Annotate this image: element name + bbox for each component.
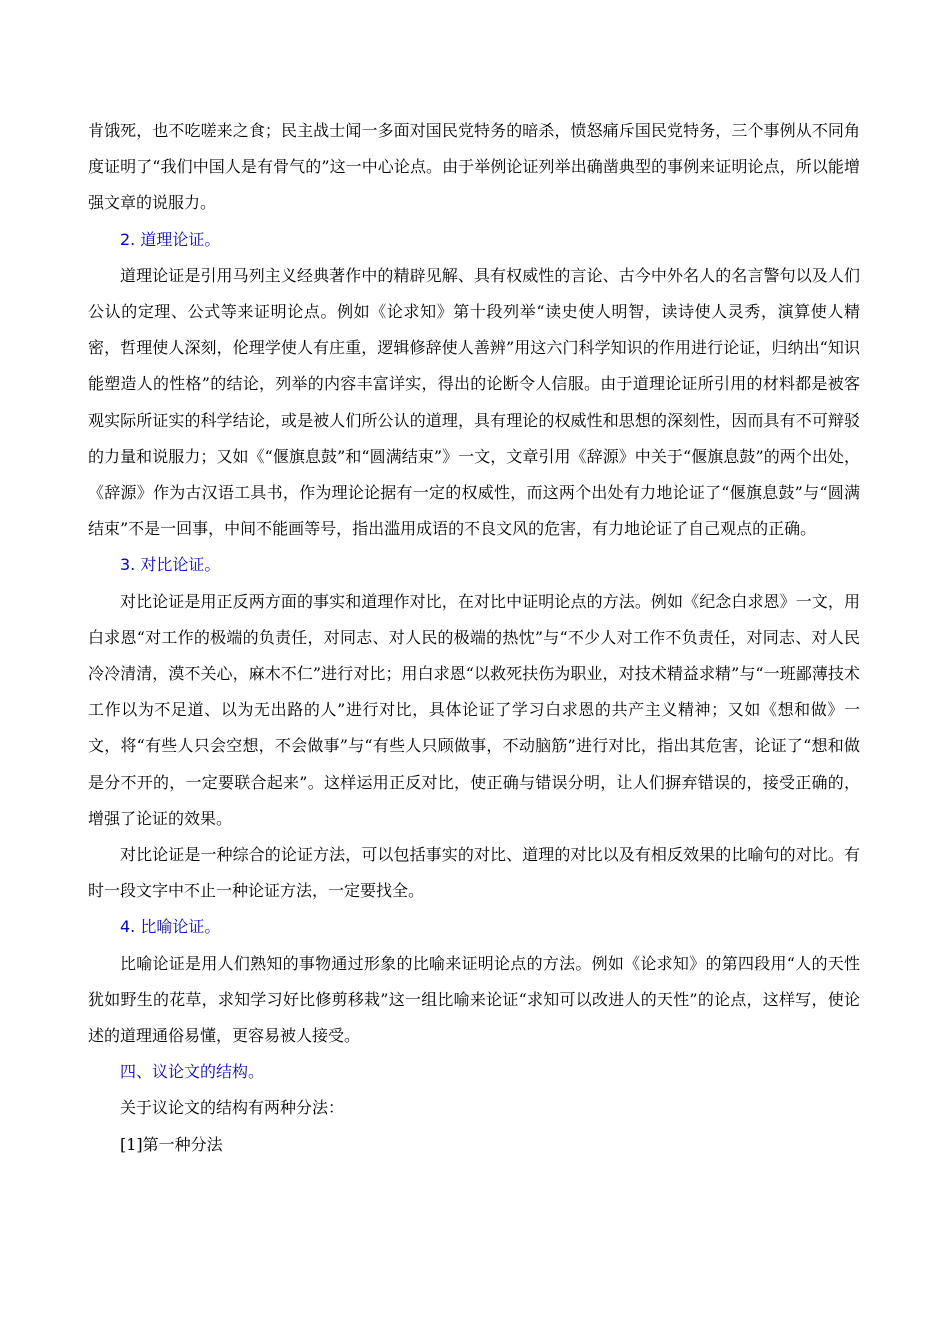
body-paragraph: 对比论证是用正反两方面的事实和道理作对比，在对比中证明论点的方法。例如《纪念白求恩》一文，用白求恩“对工作的极端的负责任，对同志、对人民的极端的热忱”与“不少人对工作不负责任，对同志、对人民冷冷清清，漠不关心，麻木不仁”进行对比；用白求恩“以救死扶伤为职业，对技术精益求精”与“一班鄙薄技术工作以为不足道、以为无出路的人”进行对比，具体论证了学习白求恩的共产主义精神；又如《想和做》一文，将“有些人只会空想，不会做事”与“有些人只顾做事，不动脑筋”进行对比，指出其危害，论证了“想和做是分不开的，一定要联合起来”。这样运用正反对比，使正确与错误分明，让人们摒弃错误的，接受正确的，增强了论证的效果。 (88, 591, 860, 828)
section-heading-argument-by-contrast: 3. 对比论证。 (120, 555, 221, 575)
section-heading-argument-by-reasoning: 2. 道理论证。 (120, 229, 221, 249)
body-paragraph: 对比论证是一种综合的论证方法，可以包括事实的对比、道理的对比以及有相反效果的比喻句的对比。有时一段文字中不止一种论证方法，一定要找全。 (88, 845, 860, 901)
section-heading-essay-structure: 四、议论文的结构。 (120, 1062, 265, 1082)
body-line: 关于议论文的结构有两种分法： (120, 1098, 345, 1118)
section-heading-argument-by-metaphor: 4. 比喻论证。 (120, 917, 221, 937)
document-page (88, 113, 860, 1163)
body-paragraph: 道理论证是引用马列主义经典著作中的精辟见解、具有权威性的言论、古今中外名人的名言警句以及人们公认的定理、公式等来证明论点。例如《论求知》第十段列举“读史使人明智，读诗使人灵秀，演算使人精密，哲理使人深刻，伦理学使人有庄重，逻辑修辞使人善辨”用这六门科学知识的作用进行论证，归纳出“知识能塑造人的性格”的结论，列举的内容丰富详实，得出的论断令人信服。由于道理论证所引用的材料都是被客观实际所证实的科学结论，或是被人们所公认的道理，具有理论的权威性和思想的深刻性，因而具有不可辩驳的力量和说服力；又如《“偃旗息鼓”和“圆满结束”》一文，文章引用《辞源》中关于“偃旗息鼓”的两个出处，《辞源》作为古汉语工具书，作为理论论据有一定的权威性，而这两个出处有力地论证了“偃旗息鼓”与“圆满结束”不是一回事，中间不能画等号，指出滥用成语的不良文风的危害，有力地论证了自己观点的正确。 (88, 265, 860, 539)
body-paragraph: 比喻论证是用人们熟知的事物通过形象的比喻来证明论点的方法。例如《论求知》的第四段用“人的天性犹如野生的花草，求知学习好比修剪移栽”这一组比喻来论证“求知可以改进人的天性”的论点，这样写，使论述的道理通俗易懂，更容易被人接受。 (88, 953, 860, 1046)
body-paragraph: 肯饿死，也不吃嗟来之食；民主战士闻一多面对国民党特务的暗杀，愤怒痛斥国民党特务，三个事例从不同角度证明了“我们中国人是有骨气的”这一中心论点。由于举例论证列举出确凿典型的事例来证明论点，所以能增强文章的说服力。 (88, 121, 860, 213)
body-line: [1]第一种分法 (120, 1134, 223, 1154)
